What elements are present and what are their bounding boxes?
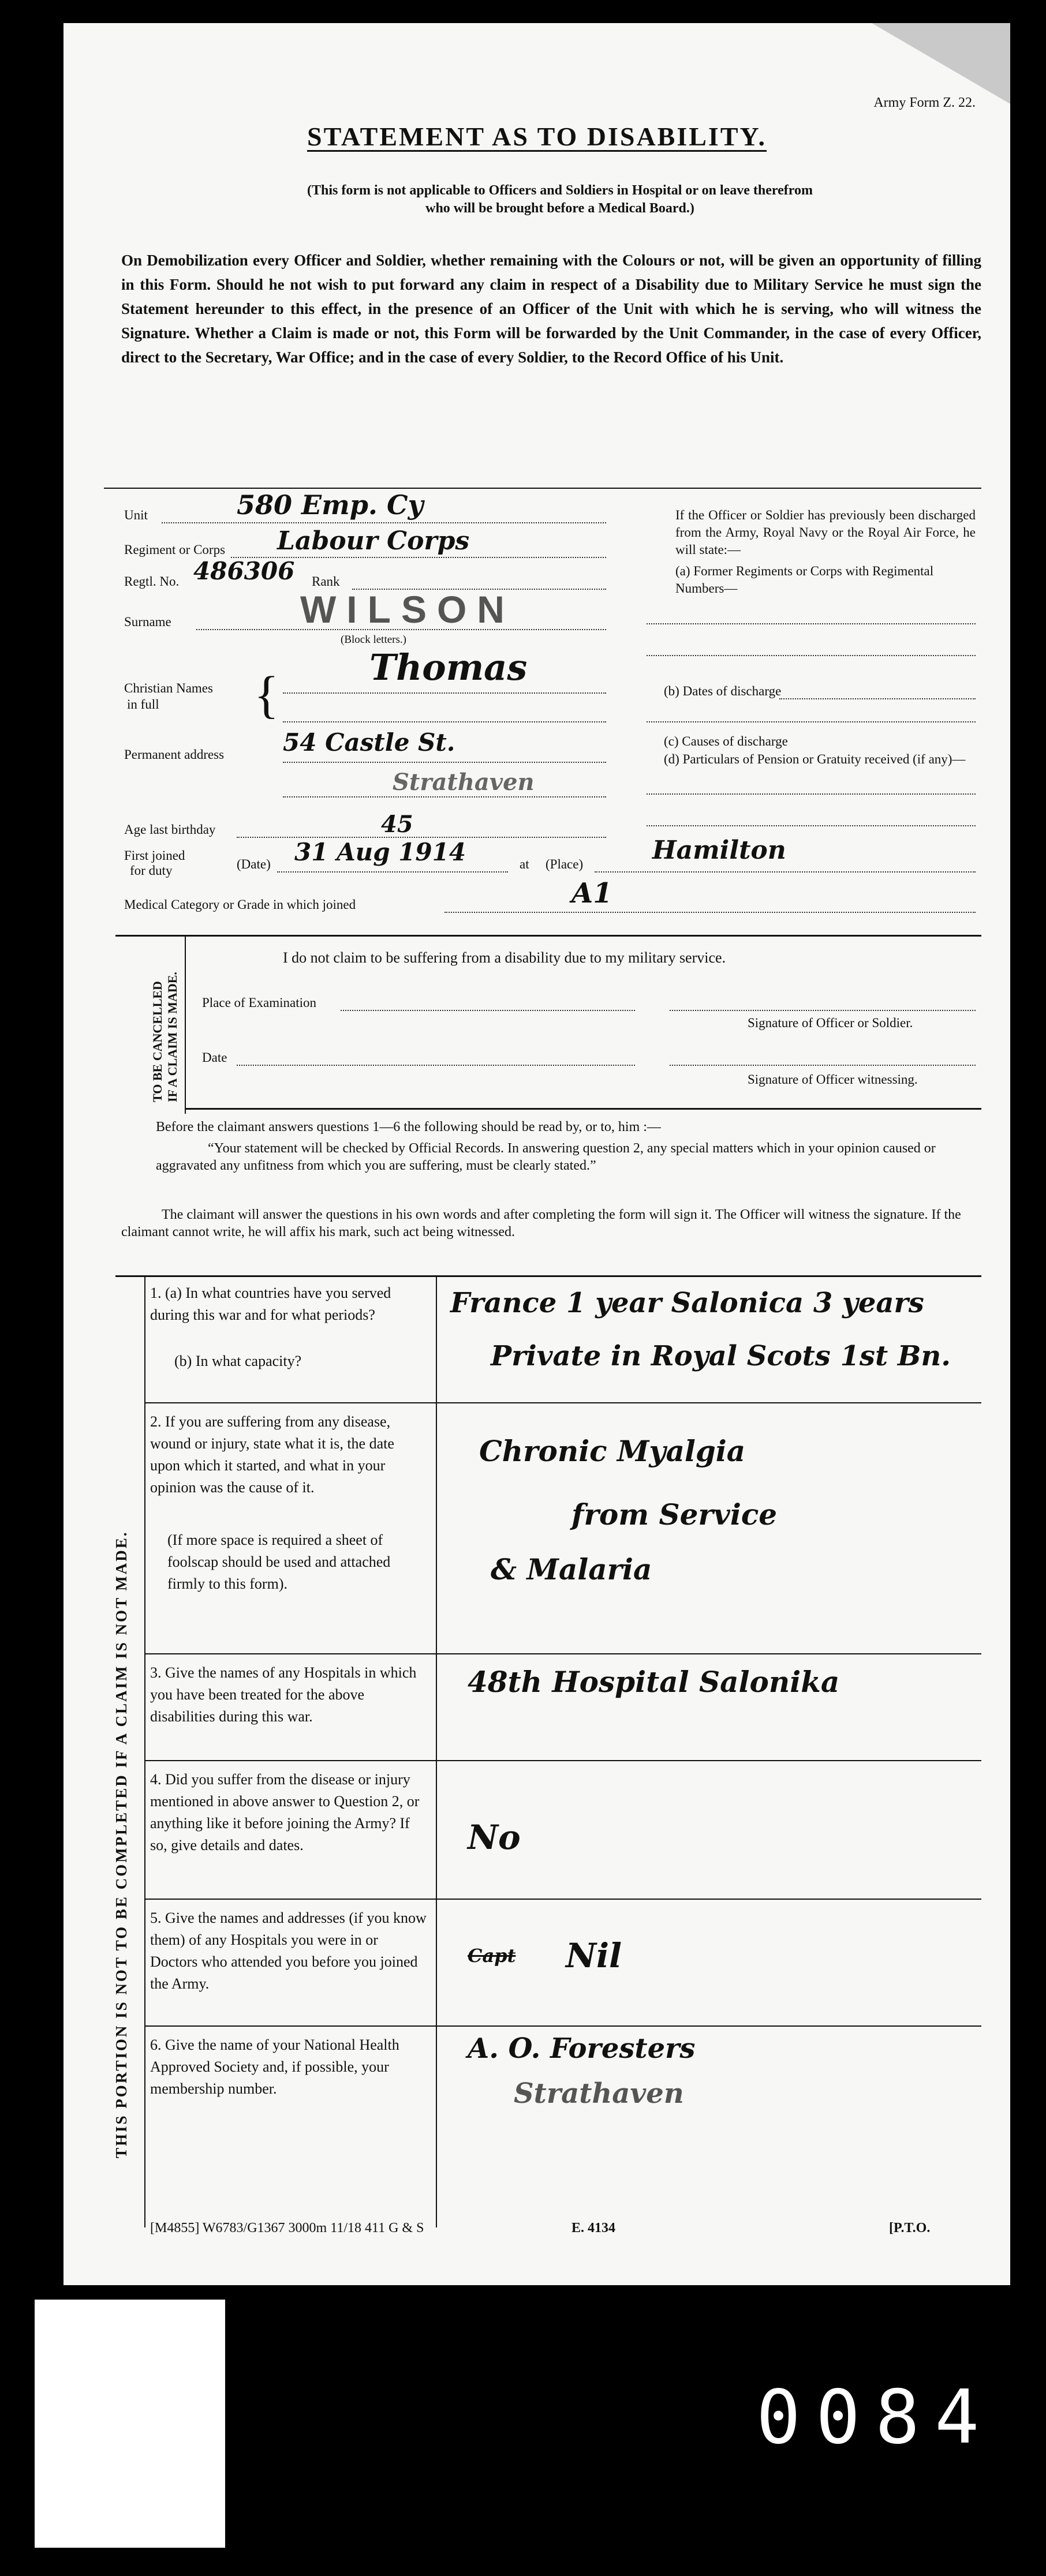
questions-top-rule (115, 1275, 981, 1277)
question-5: 5. Give the names and addresses (if you know them) of any Hospitals you were in or Doctors who attended you before you joined the Army. (150, 1909, 427, 1992)
form-code: E. 4134 (571, 2221, 616, 2236)
previous-line-1 (647, 623, 976, 624)
place-joined-label: (Place) (546, 857, 584, 871)
previous-d: (d) Particulars of Pension or Gratuity received (if any)— (664, 752, 966, 766)
christian-line-2 (283, 721, 606, 722)
previous-line-3 (647, 721, 976, 722)
intro-paragraph: On Demobilization every Officer and Soldier, whether remaining with the Colours or not, will be given an opportunity of filling in this Form. Should he not wish to put forward any claim in respect of a Disability due to Military Service he must sign the Statement hereunder to this effect, in the presence of an Officer of the Unit with which he is serving, who will witness the Signature. Whether a Claim is made or not, this Form will be forwarded by the Unit Commander, in the case of every Officer, direct to the Secretary, War Office; and in the case of every Soldier, to the Record Office of his Unit. (121, 252, 981, 366)
signature-witness-line (670, 1065, 976, 1066)
cancel-side-label-1: TO BE CANCELLED (150, 981, 165, 1102)
previous-c: (c) Causes of discharge (664, 734, 788, 748)
medical-category-line (444, 912, 976, 913)
white-card (35, 2300, 225, 2548)
answer-2-line1: Chronic Myalgia (479, 1434, 746, 1468)
question-6: 6. Give the name of your National Health Approved Society and, if possible, your membership number. (150, 2036, 399, 2097)
for-duty-label: for duty (130, 863, 173, 878)
no-claim-statement: I do not claim to be suffering from a disability due to my military service. (283, 949, 726, 966)
christian-names-value: Thomas (369, 646, 528, 688)
regtl-no-value: 486306 (193, 557, 295, 585)
previous-discharge-intro: If the Officer or Soldier has previously been discharged from the Army, Royal Navy or the Royal Air Force, he will state:— (675, 508, 976, 557)
form-title: STATEMENT AS TO DISABILITY. (307, 122, 767, 151)
brace: { (254, 667, 279, 724)
questions-mid-rule (436, 1275, 437, 2227)
date-label: Date (202, 1050, 227, 1065)
answer-1b: Private in Royal Scots 1st Bn. (491, 1340, 951, 1372)
christian-names-label-2: in full (127, 697, 159, 712)
form-page (63, 23, 1010, 2285)
divider-instructions (185, 1108, 981, 1110)
divider-no-claim (115, 935, 981, 937)
previous-line-4 (647, 793, 976, 795)
instructions-claimant: The claimant will answer the questions in his own words and after completing the form will sign it. The Officer will witness the signature. If the claimant cannot write, he will affix his mark, such act being witnessed. (121, 1207, 961, 1240)
row-rule-3 (144, 1760, 981, 1761)
previous-b: (b) Dates of discharge (664, 684, 782, 698)
previous-line-2 (647, 655, 976, 656)
divider (104, 488, 981, 489)
instructions-quote: “Your statement will be checked by Official Records. In answering question 2, any special matters which in your opinion caused or aggravated any unfitness from which you are suffering, must be clearly stated.” (156, 1141, 936, 1173)
medical-category-value: A1 (571, 877, 612, 909)
place-of-exam-label: Place of Examination (202, 995, 316, 1010)
regiment-label: Regiment or Corps (124, 542, 226, 557)
question-3: 3. Give the names of any Hospitals in which you have been treated for the above disabilities during this war. (150, 1664, 417, 1725)
signature-officer-label: Signature of Officer or Soldier. (748, 1016, 913, 1030)
question-2-note: (If more space is required a sheet of foolscap should be used and attached firmly to this form). (167, 1532, 391, 1592)
instructions-before: Before the claimant answers questions 1—6 the following should be read by, or to, him :— (156, 1119, 661, 1135)
address-line-2 (283, 796, 606, 797)
place-of-exam-line (341, 1010, 635, 1011)
date-joined-value: 31 Aug 1914 (294, 838, 466, 866)
previous-line-5 (647, 825, 976, 826)
date-line (237, 1065, 635, 1066)
answer-2-line2: from Service (571, 1497, 778, 1532)
unit-value: 580 Emp. Cy (237, 489, 424, 521)
first-joined-label: First joined (124, 848, 185, 863)
answer-6-line1: A. O. Foresters (468, 2032, 696, 2065)
row-rule-1 (144, 1402, 981, 1403)
date-joined-label: (Date) (237, 857, 271, 871)
age-label: Age last birthday (124, 822, 216, 837)
block-letters-note: (Block letters.) (341, 634, 406, 646)
answer-2-line3: & Malaria (491, 1552, 652, 1586)
question-4: 4. Did you suffer from the disease or injury mentioned in above answer to Question 2, or anything like it before joining the Army? If so, give details and dates. (150, 1771, 420, 1854)
signature-witness-label: Signature of Officer witnessing. (748, 1072, 918, 1087)
answer-5-struck: Capt (468, 1945, 516, 1967)
no-claim-vertical-rule (185, 935, 186, 1114)
unit-label: Unit (124, 508, 148, 522)
surname-label: Surname (124, 615, 171, 629)
row-rule-4 (144, 1899, 981, 1900)
answer-6-line2: Strathaven (514, 2077, 684, 2110)
address-line-1 (283, 762, 606, 763)
age-value: 45 (381, 811, 413, 838)
row-rule-5 (144, 2025, 981, 2027)
address-label: Permanent address (124, 747, 225, 762)
row-rule-2 (144, 1653, 981, 1654)
question-1b: (b) In what capacity? (174, 1353, 302, 1369)
signature-officer-line (670, 1010, 976, 1011)
frame-number: 0084 (756, 2375, 995, 2461)
medical-category-label: Medical Category or Grade in which joined (124, 897, 356, 912)
surname-value: WILSON (300, 588, 515, 631)
question-1: 1. (a) In what countries have you served during this war and for what periods? (150, 1285, 391, 1323)
question-2: 2. If you are suffering from any disease, wound or injury, state what it is, the date upon which it started, and what in your opinion was the cause of it. (150, 1413, 394, 1496)
form-note (266, 182, 854, 218)
print-code: [M4855] W6783/G1367 3000m 11/18 411 G & S (150, 2221, 424, 2236)
address-value-2: Strathaven (393, 769, 535, 796)
army-form-number: Army Form Z. 22. (873, 95, 976, 110)
place-joined-line (595, 871, 976, 873)
answer-4: No (468, 1818, 521, 1857)
answer-3: 48th Hospital Salonika (468, 1665, 840, 1699)
cancel-side-label (150, 972, 180, 1102)
regiment-value: Labour Corps (277, 526, 470, 556)
at-label: at (520, 857, 529, 871)
rank-label: Rank (312, 574, 340, 589)
form-note-line2: who will be brought before a Medical Board.) (425, 201, 694, 216)
form-note-line1: (This form is not applicable to Officers and Soldiers in Hospital or on leave therefrom (307, 183, 813, 198)
place-joined-value: Hamilton (652, 836, 786, 865)
address-value-1: 54 Castle St. (283, 728, 455, 757)
unit-line (162, 522, 606, 523)
christian-line-1 (283, 692, 606, 694)
corner-shadow (872, 23, 1010, 104)
date-joined-line (277, 871, 508, 873)
answer-1a: France 1 year Salonica 3 years (450, 1287, 924, 1319)
pto-marker: [P.T.O. (889, 2221, 931, 2236)
previous-b-line (779, 698, 976, 699)
questions-side-label: THIS PORTION IS NOT TO BE COMPLETED IF A CLAIM IS NOT MADE. (113, 1530, 130, 2158)
christian-names-label: Christian Names (124, 681, 213, 695)
answer-5: Nil (566, 1936, 622, 1975)
regtl-no-label: Regtl. No. (124, 574, 180, 589)
cancel-side-label-2: IF A CLAIM IS MADE. (165, 972, 180, 1102)
previous-a: (a) Former Regiments or Corps with Regimental Numbers— (675, 564, 934, 596)
questions-left-rule (144, 1275, 145, 2227)
